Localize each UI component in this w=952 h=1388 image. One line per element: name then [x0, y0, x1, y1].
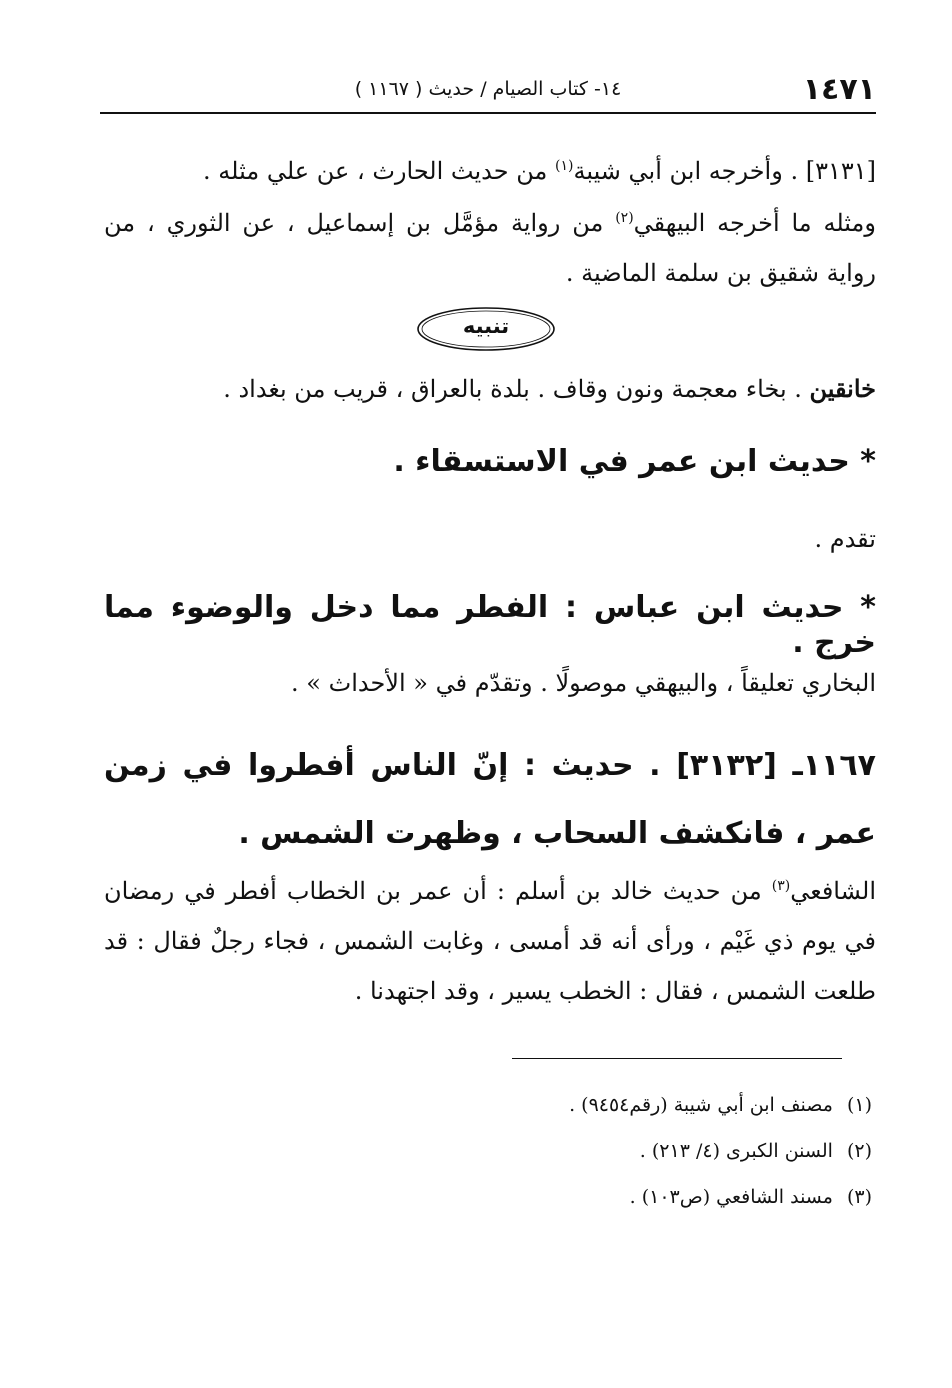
- footnote-text: مصنف ابن أبي شيبة (رقم٩٤٥٤) .: [569, 1094, 833, 1116]
- section-body: البخاري تعليقاً ، والبيهقي موصولًا . وتقدّم في « الأحداث » .: [291, 669, 876, 697]
- footnote-ref[interactable]: (١): [554, 158, 574, 174]
- footnote-text: السنن الكبرى (٤/ ٢١٣) .: [639, 1140, 833, 1162]
- section-2-body: [104, 658, 876, 708]
- footnote-number: (٢): [846, 1140, 872, 1162]
- paragraph-2: [104, 198, 876, 298]
- header-rule: [100, 112, 876, 114]
- footnote-number: (٣): [846, 1186, 872, 1208]
- section-heading: حديث ابن عمر في الاستسقاء .: [393, 444, 850, 479]
- hadith-heading: ١١٦٧ـ [٣١٣٢] . حديث : إنّ الناس أفطروا في زمن عمر ، فانكشف السحاب ، وظهرت الشمس .: [104, 748, 876, 851]
- notice-term: خانقين: [809, 374, 876, 403]
- notice-body: . بخاء معجمة ونون وقاف . بلدة بالعراق ، قريب من بغداد .: [223, 375, 810, 403]
- hadith-body: [104, 866, 876, 1016]
- footnote-item: [112, 1174, 872, 1220]
- footnote-ref[interactable]: (٣): [771, 878, 791, 894]
- page-number: ١٤٧١: [802, 72, 876, 107]
- paragraph-text: من رواية مؤمَّل بن إسماعيل ، عن الثوري ، من رواية شقيق بن سلمة الماضية .: [104, 209, 876, 287]
- notice-ornament: [415, 304, 557, 354]
- star-bullet: *: [860, 590, 876, 625]
- paragraph-text: من حديث خالد بن أسلم : أن عمر بن الخطاب أفطر في رمضان في يوم ذي غَيْم ، ورأى أنه قد أمسى ، وغابت الشمس ، فجاء رجلٌ فقال : قد طلعت الشمس ، فقال : الخطب يسير ، وقد اجتهدنا .: [104, 877, 876, 1005]
- star-bullet: *: [860, 444, 876, 479]
- paragraph-1: [104, 146, 876, 196]
- section-heading: حديث ابن عباس : الفطر مما دخل والوضوء مما خرج .: [104, 590, 876, 660]
- page-header: [100, 66, 876, 112]
- footnote-item: [112, 1128, 872, 1174]
- notice-label: تنبيه: [462, 314, 510, 338]
- section-2: [104, 590, 876, 660]
- footnote-number: (١): [846, 1094, 872, 1116]
- hadith-1167: [104, 732, 876, 868]
- footnote-item: [112, 1082, 872, 1128]
- footnotes: [112, 1082, 872, 1220]
- running-head: ١٤- كتاب الصيام / حديث ( ١١٦٧ ): [354, 78, 622, 100]
- paragraph-text: [٣١٣١] . وأخرجه ابن أبي شيبة: [573, 157, 876, 185]
- paragraph-text: ومثله ما أخرجه البيهقي: [633, 209, 876, 237]
- paragraph-text: من حديث الحارث ، عن علي مثله .: [203, 157, 555, 185]
- paragraph-text: الشافعي: [790, 877, 876, 905]
- section-body: تقدم .: [814, 525, 876, 553]
- section-1-body: [104, 514, 876, 564]
- footnote-divider: [512, 1058, 842, 1059]
- section-1: [104, 444, 876, 479]
- notice-paragraph: [104, 364, 876, 414]
- footnote-text: مسند الشافعي (ص١٠٣) .: [629, 1186, 833, 1208]
- footnote-ref[interactable]: (٢): [615, 210, 634, 226]
